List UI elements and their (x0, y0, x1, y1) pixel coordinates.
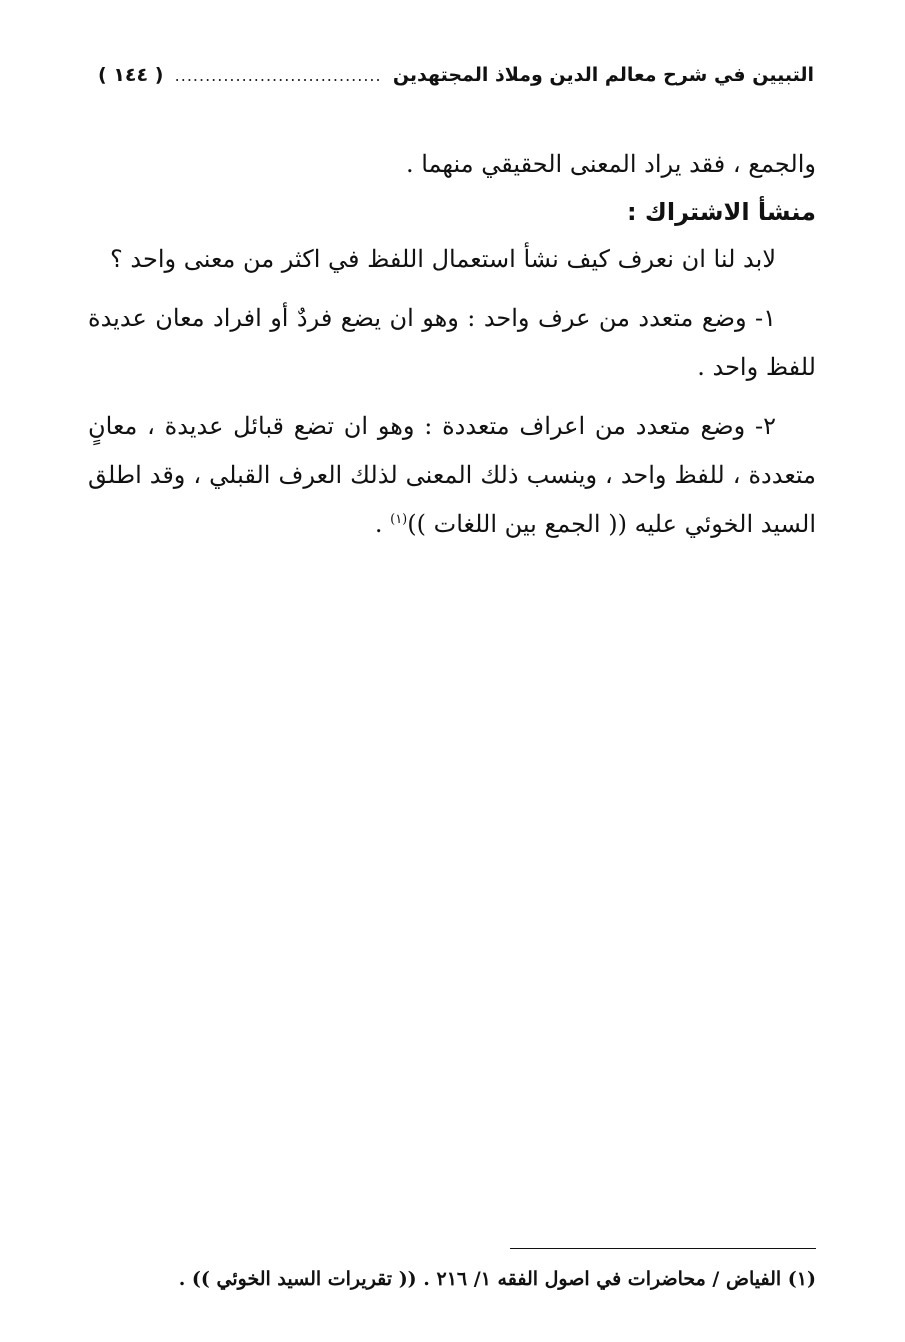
footnote-reference[interactable]: (١) (390, 512, 408, 527)
paragraph-point-two (88, 402, 816, 549)
footnote-separator (510, 1248, 816, 1249)
page-number: ( ١٤٤ ) (98, 64, 164, 86)
section-heading: منشأ الاشتراك : (626, 198, 816, 226)
footnote: (١) الفياض / محاضرات في اصول الفقه ١/ ٢١٦ . (( تقريرات السيد الخوئي )) . (178, 1268, 816, 1290)
paragraph-point-one: ١- وضع متعدد من عرف واحد : وهو ان يضع فردٌ أو افراد معان عديدة للفظ واحد . (88, 304, 816, 381)
header-title: التبيين في شرح معالم الدين وملاذ المجتهدين (392, 64, 814, 86)
paragraph-point-two-text: ٢- وضع متعدد من اعراف متعددة : وهو ان تضع قبائل عديدة ، معانٍ متعددة ، للفظ واحد ، وينسب ذلك المعنى لذلك العرف القبلي ، وقد اطلق السيد الخوئي عليه (( الجمع بين اللغات )) (88, 412, 816, 538)
paragraph-continuation: والجمع ، فقد يراد المعنى الحقيقي منهما . (405, 150, 816, 178)
running-header (92, 55, 814, 95)
paragraph-intro: لابد لنا ان نعرف كيف نشأ استعمال اللفظ في اكثر من معنى واحد ؟ (110, 245, 776, 273)
header-leader-dots: .................................. (174, 65, 382, 85)
paragraph-point-two-end: . (374, 510, 391, 538)
main-text (88, 140, 816, 549)
